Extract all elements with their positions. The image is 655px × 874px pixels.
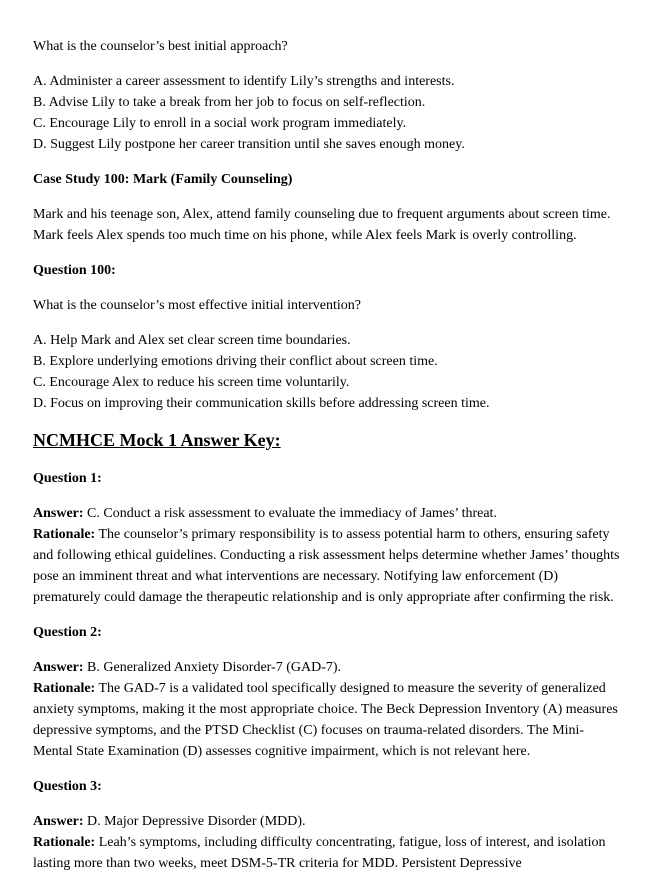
answer-label: Answer: [33,814,84,829]
option-line: D. Focus on improving their communication skills before addressing screen time. [33,396,490,411]
rationale-label: Rationale: [33,835,96,850]
answer-text: D. Major Depressive Disorder (MDD). [83,814,306,829]
question-heading: Question 100: [33,263,116,278]
rationale-label: Rationale: [33,527,96,542]
answer-rationale-block [33,503,623,608]
question-heading: Question 1: [33,471,102,486]
answer-text: B. Generalized Anxiety Disorder-7 (GAD-7). [83,660,342,675]
rationale-text: The counselor’s primary responsibility is to assess potential harm to others, ensuring safety and following ethical guidelines. Conducting a risk assessment helps determine whether James’ thoughts pose an imminent threat and what interventions are necessary. Notifying law enforcement (D) prematurely could damage the therapeutic relationship and is only appropriate after confirming the risk. [33,527,620,605]
answer-rationale-block [33,811,623,874]
answer-label: Answer: [33,660,84,675]
rationale-text: The GAD-7 is a validated tool specifically designed to measure the severity of generalized anxiety symptoms, making it the most appropriate choice. The Beck Depression Inventory (A) measures depressive symptoms, and the PTSD Checklist (C) focuses on trauma-related disorders. The Mini-Mental State Examination (D) assesses cognitive impairment, which is not relevant here. [33,681,618,759]
question-prompt: What is the counselor’s most effective initial intervention? [33,298,362,313]
option-line: A. Help Mark and Alex set clear screen time boundaries. [33,333,351,348]
option-line: B. Explore underlying emotions driving their conflict about screen time. [33,354,438,369]
option-line: B. Advise Lily to take a break from her job to focus on self-reflection. [33,95,426,110]
question-prompt: What is the counselor’s best initial approach? [33,39,288,54]
question-heading: Question 2: [33,625,102,640]
answer-key-title: NCMHCE Mock 1 Answer Key: [33,430,281,450]
options-list [33,71,623,155]
option-line: D. Suggest Lily postpone her career transition until she saves enough money. [33,137,465,152]
option-line: A. Administer a career assessment to identify Lily’s strengths and interests. [33,74,455,89]
rationale-text: Leah’s symptoms, including difficulty concentrating, fatigue, loss of interest, and isolation lasting more than two weeks, meet DSM-5-TR criteria for MDD. Persistent Depressive [33,835,606,871]
case-study-heading: Case Study 100: Mark (Family Counseling) [33,172,293,187]
answer-label: Answer: [33,506,84,521]
answer-text: C. Conduct a risk assessment to evaluate the immediacy of James’ threat. [83,506,497,521]
rationale-label: Rationale: [33,681,96,696]
options-list [33,330,623,414]
option-line: C. Encourage Alex to reduce his screen time voluntarily. [33,375,350,390]
case-study-body: Mark and his teenage son, Alex, attend family counseling due to frequent arguments about screen time. Mark feels Alex spends too much time on his phone, while Alex feels Mark is overly controlling. [33,207,611,243]
question-heading: Question 3: [33,779,102,794]
option-line: C. Encourage Lily to enroll in a social work program immediately. [33,116,407,131]
answer-rationale-block [33,657,623,762]
